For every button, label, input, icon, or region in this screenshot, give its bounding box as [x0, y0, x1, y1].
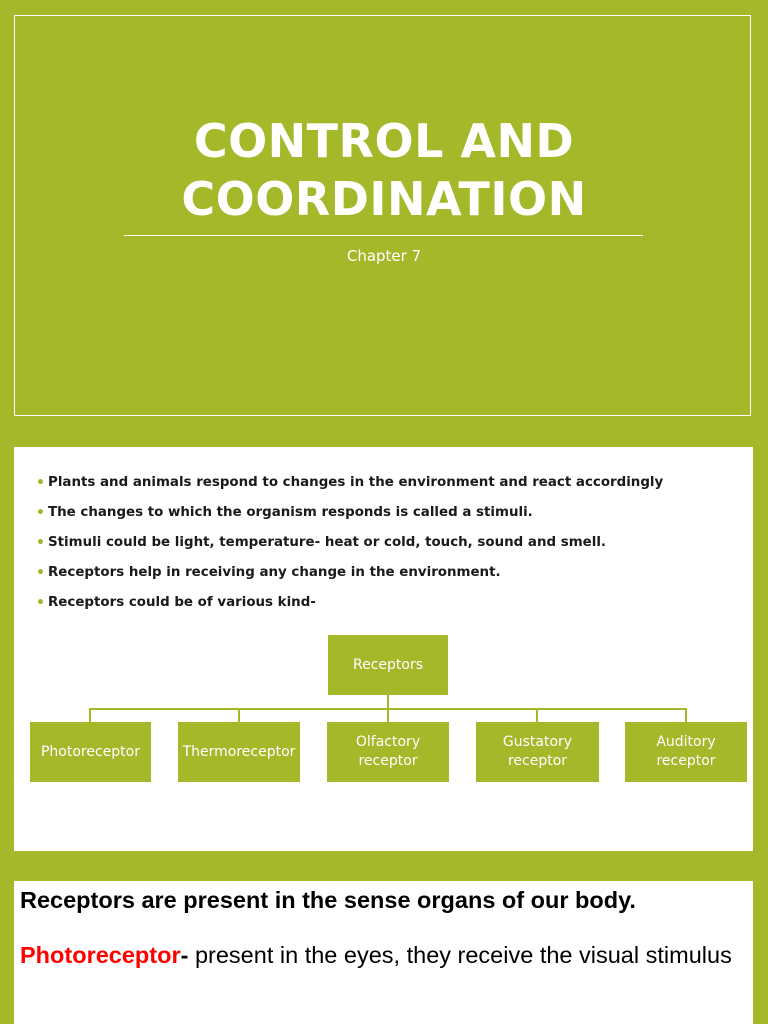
term-dash: -: [180, 942, 189, 968]
slide-subtitle: Chapter 7: [346, 247, 422, 265]
bullet-list: [36, 473, 746, 623]
diagram-root-node: Receptors: [328, 635, 448, 695]
photoreceptor-paragraph: [20, 942, 740, 969]
slide-title-line-1: CONTROL AND: [193, 114, 575, 168]
bullet-icon: •: [36, 595, 45, 611]
diagram-root-connector: [387, 695, 389, 708]
diagram-node-olfactory-receptor: Olfactory receptor: [327, 722, 449, 782]
bullet-icon: •: [36, 535, 45, 551]
bullet-item: [36, 593, 746, 623]
slide-title: [0, 112, 768, 228]
diagram-node-gustatory-receptor: Gustatory receptor: [476, 722, 599, 782]
bullet-text: Receptors help in receiving any change in the environment.: [48, 565, 501, 580]
content-panel: [14, 881, 753, 1024]
bullet-item: [36, 533, 746, 563]
bullet-item: [36, 563, 746, 593]
title-divider: [124, 235, 643, 236]
diagram-node-auditory-receptor: Auditory receptor: [625, 722, 747, 782]
diagram-child-connector: [387, 708, 389, 722]
term-photoreceptor: Photoreceptor: [20, 942, 181, 968]
bullet-icon: •: [36, 565, 45, 581]
diagram-child-connector: [685, 708, 687, 722]
title-slide: [0, 0, 768, 432]
slide-heading: Receptors are present in the sense organs of our body.: [20, 887, 636, 913]
bullet-item: [36, 473, 746, 503]
bullet-icon: •: [36, 505, 45, 521]
diagram-node-thermoreceptor: Thermoreceptor: [178, 722, 300, 782]
content-panel: [14, 447, 753, 851]
diagram-child-connector: [536, 708, 538, 722]
bullet-item: [36, 503, 746, 533]
bullet-text: Plants and animals respond to changes in the environment and react accordingly: [48, 475, 664, 490]
term-description: present in the eyes, they receive the visual stimulus: [188, 942, 732, 968]
bullet-text: Stimuli could be light, temperature- heat or cold, touch, sound and smell.: [48, 535, 606, 550]
diagram-child-connector: [89, 708, 91, 722]
bullet-text: Receptors could be of various kind-: [48, 595, 316, 610]
diagram-child-connector: [238, 708, 240, 722]
bullet-text: The changes to which the organism responds is called a stimuli.: [48, 505, 533, 520]
slide-title-line-2: COORDINATION: [181, 172, 587, 226]
sense-organs-slide: [0, 867, 768, 1024]
bullet-icon: •: [36, 475, 45, 491]
diagram-node-photoreceptor: Photoreceptor: [30, 722, 151, 782]
receptors-slide: [0, 432, 768, 867]
